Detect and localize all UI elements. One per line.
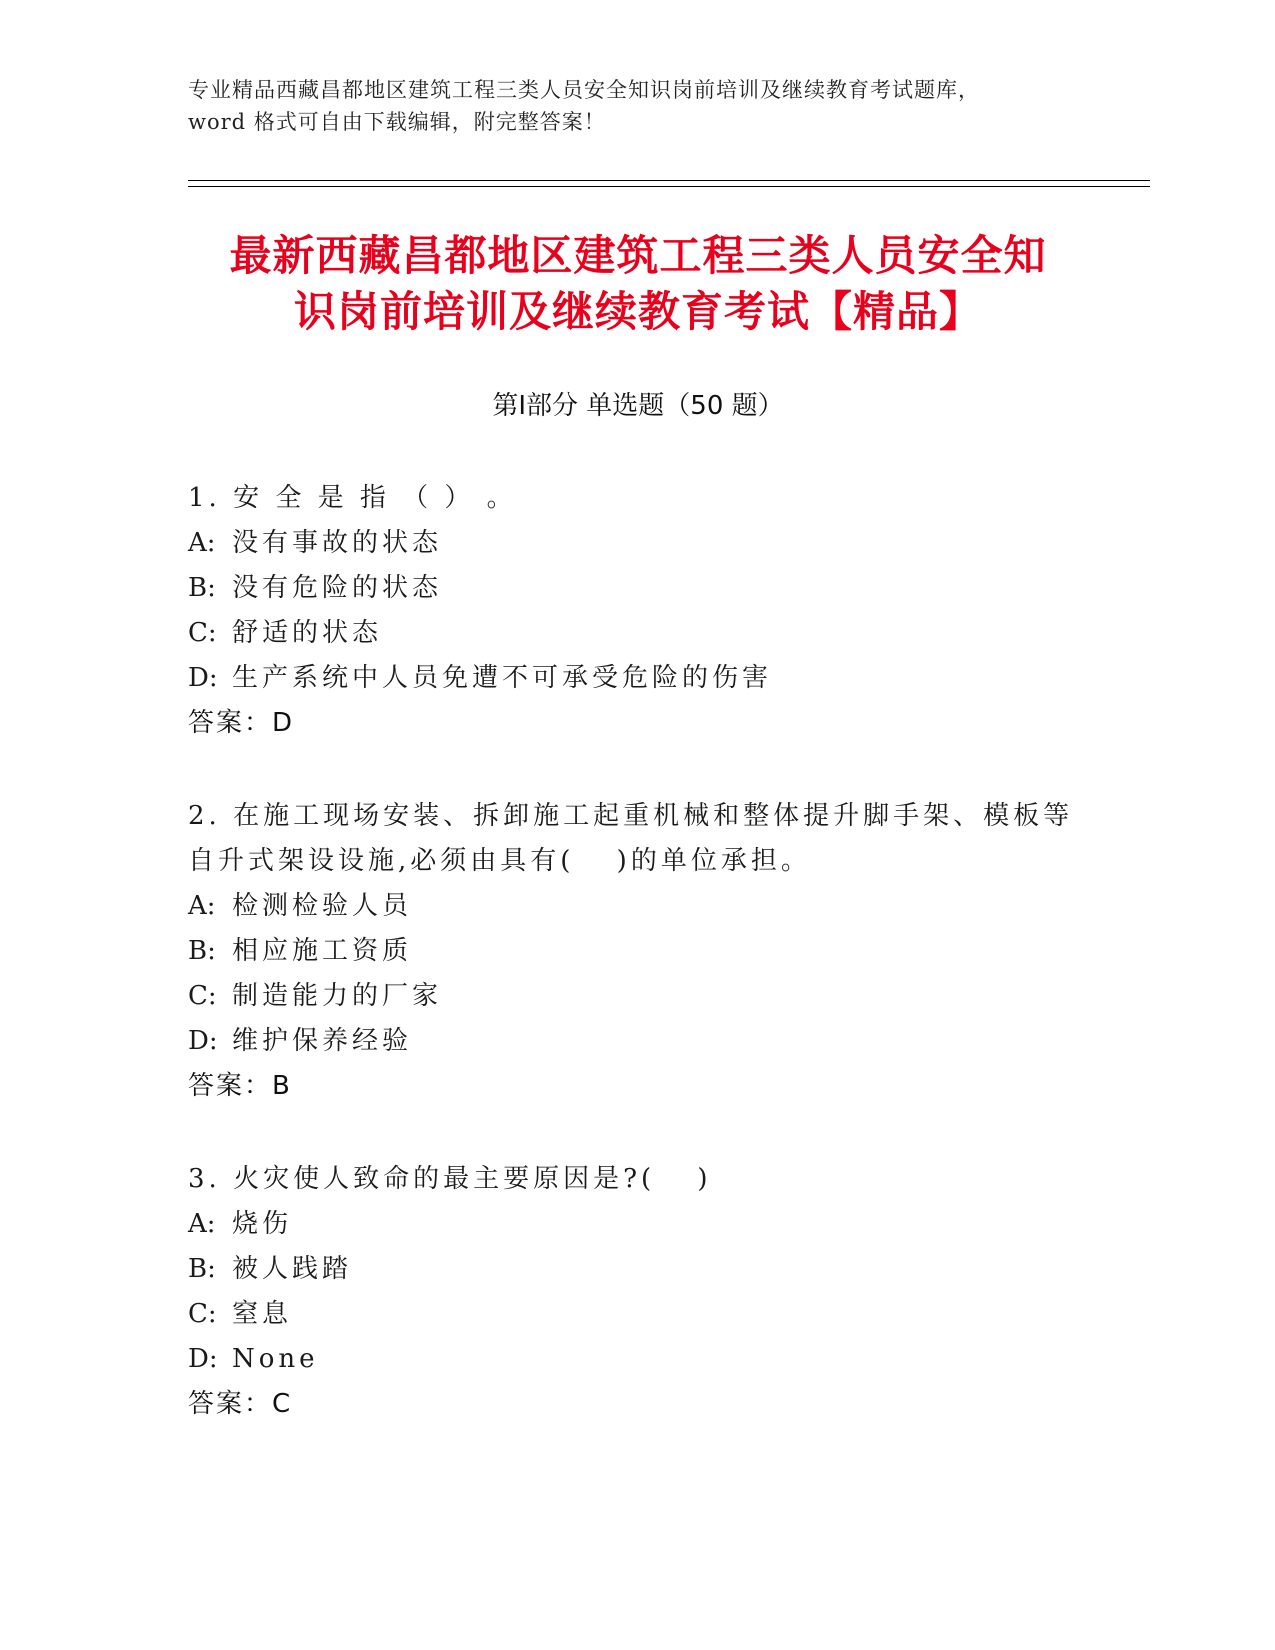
option-text: 维护保养经验: [232, 1026, 413, 1056]
header-divider-bottom: [188, 186, 1150, 187]
header-note-line-2: word 格式可自由下载编辑，附完整答案！: [188, 110, 606, 134]
option-letter: C:: [188, 981, 217, 1011]
question-1: [188, 476, 1088, 746]
option-letter: A:: [188, 891, 216, 921]
option-letter: C:: [188, 1299, 217, 1329]
option-letter: B:: [188, 1254, 216, 1284]
option-d: [188, 1019, 1088, 1064]
answer-label: 答案：: [188, 708, 273, 738]
document-title: [188, 228, 1088, 340]
option-a: [188, 884, 1088, 929]
option-letter: A:: [188, 1209, 216, 1239]
option-b: [188, 929, 1088, 974]
document-title-line-2: 识岗前培训及继续教育考试【精品】: [293, 287, 982, 336]
answer-value: B: [272, 1071, 290, 1101]
option-letter: D:: [188, 1344, 218, 1374]
answer-line: [188, 1064, 1088, 1109]
option-letter: B:: [188, 573, 216, 603]
question-list: [188, 476, 1088, 1475]
document-title-line-1: 最新西藏昌都地区建筑工程三类人员安全知: [229, 231, 1047, 280]
option-text: 烧伤: [232, 1209, 293, 1239]
option-a: [188, 1202, 1088, 1247]
option-text: 没有事故的状态: [232, 528, 443, 558]
option-b: [188, 1247, 1088, 1292]
option-a: [188, 521, 1088, 566]
option-letter: D:: [188, 663, 218, 693]
option-d: [188, 1337, 1088, 1382]
option-text: 检测检验人员: [232, 891, 413, 921]
option-c: [188, 1292, 1088, 1337]
option-text: 没有危险的状态: [232, 573, 443, 603]
option-text: 生产系统中人员免遭不可承受危险的伤害: [232, 663, 773, 693]
answer-line: [188, 1382, 1088, 1427]
option-b: [188, 566, 1088, 611]
header-divider-top: [188, 180, 1150, 181]
question-stem: 2. 在施工现场安装、拆卸施工起重机械和整体提升脚手架、模板等自升式架设设施,必须由具有( )的单位承担。: [188, 801, 1074, 876]
header-note-line-1: 专业精品西藏昌都地区建筑工程三类人员安全知识岗前培训及继续教育考试题库，: [188, 78, 980, 102]
option-letter: D:: [188, 1026, 218, 1056]
question-3: [188, 1157, 1088, 1427]
option-text: 被人践踏: [232, 1254, 353, 1284]
option-text: 窒息: [232, 1299, 293, 1329]
option-text: 相应施工资质: [232, 936, 413, 966]
answer-value: C: [272, 1389, 291, 1419]
option-letter: C:: [188, 618, 217, 648]
question-stem: 1. 安 全 是 指 （ ） 。: [188, 483, 517, 513]
option-text: 舒适的状态: [232, 618, 383, 648]
question-2: [188, 794, 1088, 1109]
option-c: [188, 611, 1088, 656]
option-letter: B:: [188, 936, 216, 966]
answer-label: 答案：: [188, 1389, 273, 1419]
answer-value: D: [272, 708, 293, 738]
section-heading: 第Ⅰ部分 单选题（50 题）: [492, 391, 784, 421]
option-c: [188, 974, 1088, 1019]
question-stem: 3. 火灾使人致命的最主要原因是?( ): [188, 1164, 712, 1194]
answer-line: [188, 701, 1088, 746]
option-text: None: [232, 1344, 319, 1374]
answer-label: 答案：: [188, 1071, 273, 1101]
option-letter: A:: [188, 528, 216, 558]
header-note: [188, 74, 1088, 138]
option-d: [188, 656, 1088, 701]
option-text: 制造能力的厂家: [232, 981, 443, 1011]
